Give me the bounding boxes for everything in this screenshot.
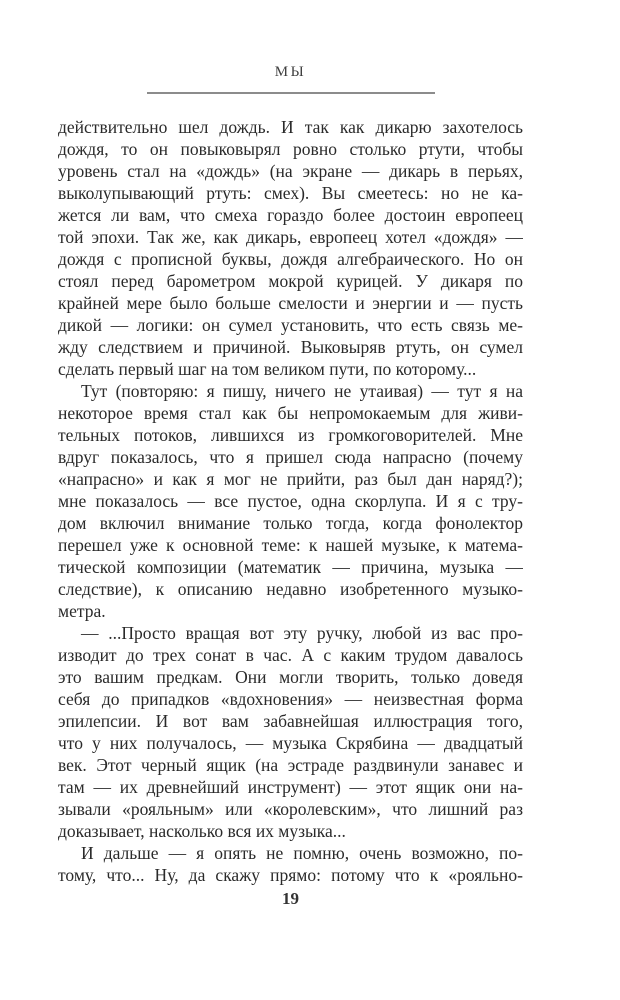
text-line: уровень стал на «дождь» (на экране — дикарь в перьях, bbox=[58, 161, 523, 181]
text-line: метра. bbox=[58, 601, 106, 621]
text-line: стоял перед барометром мокрой курицей. У дикаря по bbox=[58, 271, 523, 291]
text-line: дом включил внимание только тогда, когда фонолектор bbox=[58, 513, 523, 533]
text-line: тической композиции (математик — причина, музыка — bbox=[58, 557, 523, 577]
text-line: жду следствием и причиной. Выковыряв ртуть, он сумел bbox=[58, 337, 523, 357]
text-line: некоторое время стал как бы непромокаемым для живи- bbox=[58, 403, 523, 423]
text-line: зывали «рояльным» или «королевским», что лишний раз bbox=[58, 799, 523, 819]
text-line: тому, что... Ну, да скажу прямо: потому что к «рояльно- bbox=[58, 865, 523, 885]
text-line: эпилепсии. И вот вам забавнейшая иллюстрация того, bbox=[58, 711, 523, 731]
header-rule-divider bbox=[147, 92, 435, 94]
text-line: жется ли вам, что смеха гораздо более достоин европеец bbox=[58, 205, 523, 225]
text-line: это вашим предкам. Они могли творить, только доведя bbox=[58, 667, 523, 687]
text-line: изводит до трех сонат в час. А с каким трудом давалось bbox=[58, 645, 523, 665]
text-line: там — их древнейший инструмент) — этот ящик они на- bbox=[58, 777, 523, 797]
body-text bbox=[58, 116, 523, 886]
text-line: век. Этот черный ящик (на эстраде раздвинули занавес и bbox=[58, 755, 523, 775]
text-line: сделать первый шаг на том великом пути, по которому... bbox=[58, 359, 477, 379]
text-line: тельных потоков, лившихся из громкоговорителей. Мне bbox=[58, 425, 523, 445]
text-line: «напрасно» и как я мог не прийти, раз был дан наряд?); bbox=[58, 469, 523, 489]
running-header-title: МЫ bbox=[274, 64, 307, 80]
text-line: выколупывающий ртуть: смех). Вы смеетесь: но не ка- bbox=[58, 183, 523, 203]
text-line: И дальше — я опять не помню, очень возможно, по- bbox=[81, 843, 523, 863]
text-line: перешел уже к основной теме: к нашей музыке, к матема- bbox=[58, 535, 523, 555]
text-line: Тут (повторяю: я пишу, ничего не утаивая) — тут я на bbox=[81, 381, 523, 401]
text-line: доказывает, насколько вся их музыка... bbox=[58, 821, 346, 841]
text-line: действительно шел дождь. И так как дикарю захотелось bbox=[58, 117, 523, 137]
text-line: той эпохи. Так же, как дикарь, европеец хотел «дождя» — bbox=[58, 227, 523, 247]
text-line: мне показалось — все пустое, одна скорлупа. И я с тру- bbox=[58, 491, 523, 511]
page-number: 19 bbox=[282, 889, 299, 908]
text-line: следствие), к описанию недавно изобретенного музыко- bbox=[58, 579, 523, 599]
text-line: крайней мере было больше смелости и энергии и — пусть bbox=[58, 293, 523, 313]
text-line: дождя с прописной буквы, дождя алгебраического. Но он bbox=[58, 249, 523, 269]
text-line: дикой — логики: он сумел установить, что есть связь ме- bbox=[58, 315, 523, 335]
text-line: себя до припадков «вдохновения» — неизвестная форма bbox=[58, 689, 523, 709]
text-line: — ...Просто вращая вот эту ручку, любой из вас про- bbox=[81, 623, 523, 643]
text-line: что у них получалось, — музыка Скрябина — двадцатый bbox=[58, 733, 523, 753]
text-line: вдруг показалось, что я пришел сюда напрасно (почему bbox=[58, 447, 523, 467]
text-line: дождя, то он повыковырял ровно столько ртути, чтобы bbox=[58, 139, 523, 159]
